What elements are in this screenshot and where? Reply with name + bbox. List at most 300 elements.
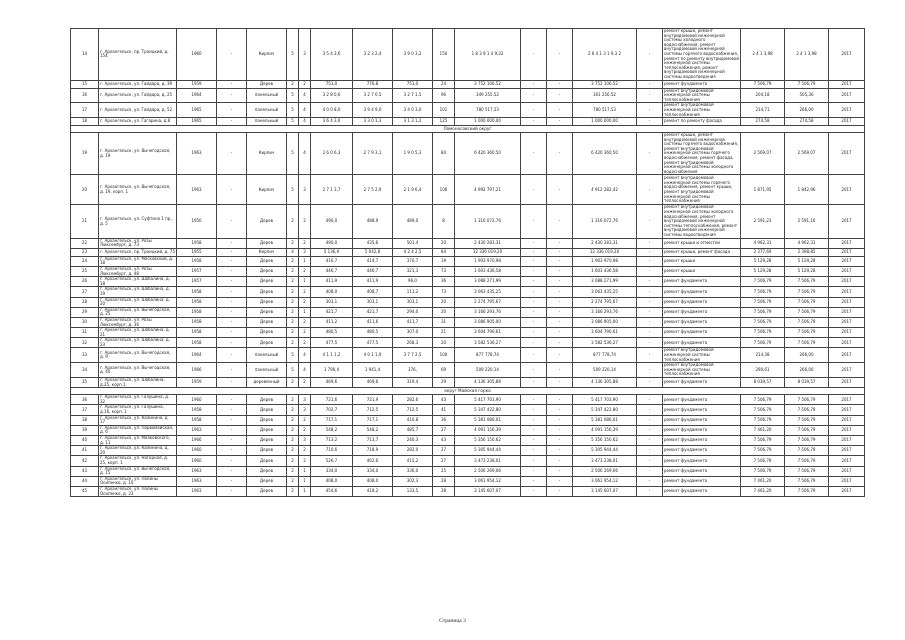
cell-c2: - bbox=[547, 446, 573, 456]
cell-s3: 751,0 bbox=[393, 80, 433, 88]
cell-c3: - bbox=[637, 476, 663, 486]
cell-wall: Дерев bbox=[247, 205, 287, 238]
cell-yr: 2017 bbox=[829, 466, 865, 476]
cell-year: 1963 bbox=[177, 476, 217, 486]
cell-u2: 7 506,79 bbox=[785, 476, 829, 486]
cell-c3: - bbox=[637, 118, 663, 126]
section-row-1 bbox=[71, 126, 865, 133]
cell-wall: Дерев bbox=[247, 466, 287, 476]
cell-u2: 4 962,31 bbox=[785, 238, 829, 248]
cell-c3: - bbox=[637, 317, 663, 327]
cell-addr: г. Архангельск, ул. Шабалина, д. 21 bbox=[99, 328, 177, 338]
cell-u2: 505,36 bbox=[785, 88, 829, 103]
cell-c3: - bbox=[637, 405, 663, 415]
cell-c3: - bbox=[637, 256, 663, 266]
cell-cost: 3 604 790,61 bbox=[455, 328, 521, 338]
cell-fl: 5 bbox=[287, 175, 299, 205]
cell-u1: 7 506,79 bbox=[741, 307, 785, 317]
cell-ent: 1 bbox=[299, 307, 311, 317]
cell-fl: 2 bbox=[287, 435, 299, 445]
cell-res: 27 bbox=[433, 425, 455, 435]
section-title: округ Майская горка bbox=[71, 388, 865, 395]
cell-year: 1958 bbox=[177, 297, 217, 307]
cell-num: 19 bbox=[71, 133, 99, 175]
cell-works: ремонт фундамента bbox=[663, 446, 741, 456]
cell-num: 23 bbox=[71, 248, 99, 256]
cell-mat: - bbox=[217, 118, 247, 126]
cell-yr: 2017 bbox=[829, 238, 865, 248]
cell-yr: 2017 bbox=[829, 348, 865, 363]
cell-mat: - bbox=[217, 395, 247, 405]
cell-yr: 2017 bbox=[829, 103, 865, 118]
cell-res: 21 bbox=[433, 328, 455, 338]
cell-s3: 307,0 bbox=[393, 328, 433, 338]
rows-group-c bbox=[71, 395, 865, 497]
cell-year: 1958 bbox=[177, 287, 217, 297]
cell-res: 20 bbox=[433, 297, 455, 307]
cell-mat: - bbox=[217, 297, 247, 307]
cell-res: 8 bbox=[433, 205, 455, 238]
table-row bbox=[71, 328, 865, 338]
table-row bbox=[71, 277, 865, 287]
cell-mat: - bbox=[217, 425, 247, 435]
cell-s2: 411,6 bbox=[353, 317, 393, 327]
cell-fl: 5 bbox=[287, 348, 299, 363]
cell-s2: 2 7 5 2,9 bbox=[353, 175, 393, 205]
cell-c1: - bbox=[521, 297, 547, 307]
cell-cost: 12 336 019,20 bbox=[455, 248, 521, 256]
cell-year: 1964 bbox=[177, 88, 217, 103]
cell-s2: 411,9 bbox=[353, 277, 393, 287]
cell-num: 25 bbox=[71, 266, 99, 276]
cell-u2: 7 506,79 bbox=[785, 446, 829, 456]
table-row bbox=[71, 256, 865, 266]
cell-total: 1 316 072,76 bbox=[573, 205, 637, 238]
cell-num: 42 bbox=[71, 456, 99, 466]
cell-s3: 111,2 bbox=[393, 287, 433, 297]
cell-works: ремонт крыши, ремонт внутридомовой инженерной системы холодного водоснабжения, ремонт внутридомовой инженерной системы горячего водоснабжения, ремонт по ремонту внутридомовой инженерной системы теплоснабжения, ремонт внутридомовой инженерной системы водоотведения bbox=[664, 28, 739, 79]
cell-yr: 2017 bbox=[829, 363, 865, 378]
cell-s1: 2 6 0 6,3 bbox=[311, 133, 353, 175]
cell-addr: г. Архангельск, ул. Полины Осипенко, д. 10 bbox=[99, 476, 177, 486]
cell-s2: 3 2 7 0,5 bbox=[353, 88, 393, 103]
cell-mat: - bbox=[217, 466, 247, 476]
cell-s1: 446,7 bbox=[311, 266, 353, 276]
cell-total: 1 903 970,98 bbox=[573, 256, 637, 266]
cell-c1: - bbox=[521, 29, 547, 81]
cell-cost: 1 603 436,58 bbox=[455, 266, 521, 276]
cell-total: 2 6 4 1 3 1 9,3 2 bbox=[573, 29, 637, 81]
cell-u2: 7 506,79 bbox=[785, 425, 829, 435]
cell-u1: 7 506,79 bbox=[741, 317, 785, 327]
cell-mat: - bbox=[217, 29, 247, 81]
cell-num: 14 bbox=[71, 29, 99, 81]
cell-addr: г. Архангельск, пр. Троицкий, д. 154 bbox=[99, 29, 177, 81]
cell-ent: 4 bbox=[299, 118, 311, 126]
cell-fl: 2 bbox=[287, 476, 299, 486]
cell-s3: 133,5 bbox=[393, 486, 433, 496]
cell-c1: - bbox=[521, 476, 547, 486]
cell-s3: 3 9 0 3,2 bbox=[393, 29, 433, 81]
cell-mat: - bbox=[217, 363, 247, 378]
cell-s3: 3 7 7 2,5 bbox=[393, 348, 433, 363]
cell-year: 1958 bbox=[177, 317, 217, 327]
cell-c1: - bbox=[521, 266, 547, 276]
cell-u1: 7 506,79 bbox=[741, 338, 785, 348]
cell-s3: 3 1 3 1,2 bbox=[393, 118, 433, 126]
cell-year: 1957 bbox=[177, 266, 217, 276]
rows-group-a bbox=[71, 29, 865, 126]
cell-addr: г. Архангельск, ул. Галушина, д. 32 bbox=[99, 395, 177, 405]
cell-c1: - bbox=[521, 118, 547, 126]
cell-num: 20 bbox=[71, 175, 99, 205]
cell-u1: 5 129,28 bbox=[741, 266, 785, 276]
cell-total: 2 274 795,67 bbox=[573, 297, 637, 307]
cell-num: 39 bbox=[71, 425, 99, 435]
table-row bbox=[71, 103, 865, 118]
cell-mat: - bbox=[217, 317, 247, 327]
cell-s1: 3 5 4 3,6 bbox=[311, 29, 353, 81]
cell-mat: - bbox=[217, 277, 247, 287]
cell-c2: - bbox=[547, 256, 573, 266]
cell-fl: 2 bbox=[287, 425, 299, 435]
table-row bbox=[71, 175, 865, 205]
cell-c2: - bbox=[547, 103, 573, 118]
cell-mat: - bbox=[217, 476, 247, 486]
cell-res: 73 bbox=[433, 266, 455, 276]
cell-s2: 446,7 bbox=[353, 266, 393, 276]
cell-res: 24 bbox=[433, 80, 455, 88]
cell-wall: Дерев bbox=[247, 476, 287, 486]
cell-c2: - bbox=[547, 435, 573, 445]
cell-res: 27 bbox=[433, 446, 455, 456]
cell-u2: 7 506,79 bbox=[785, 415, 829, 425]
cell-addr: г. Архангельск, ул. Вычегодская, д. 40 bbox=[99, 363, 177, 378]
cell-mat: - bbox=[217, 205, 247, 238]
cell-addr: г. Архангельск, ул. Шабалина, д. 18 bbox=[99, 277, 177, 287]
cell-u2: 2 398,85 bbox=[785, 248, 829, 256]
cell-year: 1950 bbox=[177, 205, 217, 238]
cell-wall: Кирпич bbox=[247, 29, 287, 81]
cell-s3: 321,3 bbox=[393, 266, 433, 276]
cell-c2: - bbox=[547, 378, 573, 388]
cell-fl: 5 bbox=[287, 363, 299, 378]
cell-c2: - bbox=[547, 317, 573, 327]
cell-mat: - bbox=[217, 256, 247, 266]
cell-res: 100 bbox=[433, 348, 455, 363]
cell-ent: 4 bbox=[299, 103, 311, 118]
cell-ent: 2 bbox=[299, 266, 311, 276]
cell-s2: 776,8 bbox=[353, 80, 393, 88]
cell-c3: - bbox=[637, 435, 663, 445]
cell-cost: 2 274 795,67 bbox=[455, 297, 521, 307]
cell-total: 2 430 283,31 bbox=[573, 238, 637, 248]
cell-cost: 877 778,74 bbox=[455, 348, 521, 363]
cell-u1: 214,71 bbox=[741, 103, 785, 118]
cell-c3: - bbox=[637, 307, 663, 317]
cell-s3: 2 1 9 6,4 bbox=[393, 175, 433, 205]
cell-u1: 7 506,79 bbox=[741, 446, 785, 456]
cell-total: 877 778,74 bbox=[573, 348, 637, 363]
cell-res: 43 bbox=[433, 435, 455, 445]
cell-wall: Дерев bbox=[247, 486, 287, 496]
cell-fl: 2 bbox=[287, 297, 299, 307]
cell-yr: 2017 bbox=[829, 317, 865, 327]
cell-c2: - bbox=[547, 29, 573, 81]
cell-c3: - bbox=[637, 266, 663, 276]
cell-yr: 2017 bbox=[829, 415, 865, 425]
cell-wall: Дерев bbox=[247, 338, 287, 348]
cell-wall: Дерев bbox=[247, 238, 287, 248]
cell-year: 1958 bbox=[177, 328, 217, 338]
cell-s1: 4 1 1 1,2 bbox=[311, 348, 353, 363]
cell-cost: 3 145 607,07 bbox=[455, 486, 521, 496]
cell-ent: 3 bbox=[299, 405, 311, 415]
cell-u1: 7 506,79 bbox=[741, 277, 785, 287]
cell-yr: 2017 bbox=[829, 256, 865, 266]
cell-year: 1960 bbox=[177, 456, 217, 466]
cell-c3: - bbox=[637, 486, 663, 496]
cell-yr: 2017 bbox=[829, 287, 865, 297]
cell-wall: Дерев bbox=[247, 80, 287, 88]
cell-addr: г. Архангельск, ул. Шабалина, д.25, корп.1 bbox=[99, 378, 177, 388]
cell-num: 44 bbox=[71, 476, 99, 486]
cell-num: 32 bbox=[71, 338, 99, 348]
cell-s2: 477,5 bbox=[353, 338, 393, 348]
cell-c3: - bbox=[637, 338, 663, 348]
cell-s1: 751,0 bbox=[311, 80, 353, 88]
cell-total: 3 604 790,61 bbox=[573, 328, 637, 338]
cell-addr: г. Архангельск, ул. Нагорная, д. 25, корп. 1 bbox=[99, 456, 177, 466]
register-table-wrapper bbox=[70, 28, 852, 497]
cell-c3: - bbox=[637, 287, 663, 297]
cell-u1: 7 506,79 bbox=[741, 395, 785, 405]
cell-year: 1958 bbox=[177, 415, 217, 425]
cell-c1: - bbox=[521, 317, 547, 327]
cell-cost: 509 220,14 bbox=[455, 363, 521, 378]
cell-u1: 290,61 bbox=[741, 363, 785, 378]
cell-s2: 488,9 bbox=[353, 205, 393, 238]
cell-s1: 480,5 bbox=[311, 328, 353, 338]
cell-s2: 418,2 bbox=[353, 486, 393, 496]
cell-addr: г. Архангельск, ул. Маяковского, д. 11 bbox=[99, 435, 177, 445]
cell-u1: 7 506,79 bbox=[741, 456, 785, 466]
cell-mat: - bbox=[217, 486, 247, 496]
cell-c2: - bbox=[547, 238, 573, 248]
cell-year: 1963 bbox=[177, 466, 217, 476]
cell-fl: 2 bbox=[287, 415, 299, 425]
cell-c1: - bbox=[521, 307, 547, 317]
cell-cost: 2 506 269,06 bbox=[455, 466, 521, 476]
cell-num: 16 bbox=[71, 88, 99, 103]
cell-wall: Дерев bbox=[247, 446, 287, 456]
cell-s3: 302,3 bbox=[393, 476, 433, 486]
cell-ent: 1 bbox=[299, 476, 311, 486]
cell-c1: - bbox=[521, 378, 547, 388]
cell-yr: 2017 bbox=[829, 338, 865, 348]
cell-mat: - bbox=[217, 456, 247, 466]
cell-u1: 2 591,23 bbox=[741, 205, 785, 238]
cell-cost: 1 8 3 9 1 4 9,32 bbox=[455, 29, 521, 81]
cell-total: 3 063 435,25 bbox=[573, 287, 637, 297]
cell-s3: 303,1 bbox=[393, 297, 433, 307]
cell-res: 36 bbox=[433, 415, 455, 425]
cell-wall: Кирпич bbox=[247, 248, 287, 256]
cell-works: ремонт фундамента bbox=[663, 80, 741, 88]
cell-c1: - bbox=[521, 277, 547, 287]
cell-s1: 408,0 bbox=[311, 476, 353, 486]
cell-total: 1 000 000,00 bbox=[573, 118, 637, 126]
cell-wall: Дерев bbox=[247, 297, 287, 307]
cell-total: 4 912 282,42 bbox=[573, 175, 637, 205]
cell-works: ремонт фундамента bbox=[663, 277, 741, 287]
cell-wall: Дерев bbox=[247, 317, 287, 327]
cell-u1: 7 461,20 bbox=[741, 425, 785, 435]
cell-fl: 2 bbox=[287, 405, 299, 415]
cell-ent: 1 bbox=[299, 256, 311, 266]
cell-s3: 282,0 bbox=[393, 446, 433, 456]
cell-mat: - bbox=[217, 348, 247, 363]
cell-c1: - bbox=[521, 205, 547, 238]
cell-res: 28 bbox=[433, 476, 455, 486]
cell-cost: 3 166 293,76 bbox=[455, 307, 521, 317]
cell-mat: - bbox=[217, 175, 247, 205]
cell-u1: 7 506,79 bbox=[741, 297, 785, 307]
cell-c3: - bbox=[637, 466, 663, 476]
cell-c2: - bbox=[547, 348, 573, 363]
cell-c1: - bbox=[521, 466, 547, 476]
cell-s2: 1 941,4 bbox=[353, 363, 393, 378]
cell-c1: - bbox=[521, 363, 547, 378]
cell-fl: 2 bbox=[287, 456, 299, 466]
cell-u2: 2 4 1 3,98 bbox=[785, 29, 829, 81]
cell-ent: 4 bbox=[299, 88, 311, 103]
cell-cost: 780 517,53 bbox=[455, 103, 521, 118]
cell-res: 41 bbox=[433, 405, 455, 415]
table-row bbox=[71, 446, 865, 456]
cell-s2: 721,9 bbox=[353, 395, 393, 405]
table-row bbox=[71, 425, 865, 435]
cell-mat: - bbox=[217, 133, 247, 175]
cell-s2: 548,2 bbox=[353, 425, 393, 435]
cell-yr: 2017 bbox=[829, 328, 865, 338]
cell-addr: г. Архангельск, ул. Галушина, д.16, корп. 1 bbox=[99, 405, 177, 415]
cell-yr: 2017 bbox=[829, 277, 865, 287]
cell-s1: 477,5 bbox=[311, 338, 353, 348]
cell-cost: 5 305 944,44 bbox=[455, 446, 521, 456]
cell-c2: - bbox=[547, 248, 573, 256]
cell-u2: 7 506,79 bbox=[785, 277, 829, 287]
cell-year: 1966 bbox=[177, 363, 217, 378]
cell-res: 101 bbox=[433, 103, 455, 118]
cell-s1: 408,0 bbox=[311, 287, 353, 297]
cell-c1: - bbox=[521, 415, 547, 425]
cell-wall: Дерев bbox=[247, 256, 287, 266]
cell-s2: 414,7 bbox=[353, 256, 393, 266]
cell-cost: 3 088 271,99 bbox=[455, 277, 521, 287]
cell-ent: 2 bbox=[299, 338, 311, 348]
cell-works: ремонт крыши bbox=[663, 266, 741, 276]
cell-c2: - bbox=[547, 175, 573, 205]
cell-ent: 2 bbox=[299, 238, 311, 248]
cell-c1: - bbox=[521, 175, 547, 205]
cell-mat: - bbox=[217, 328, 247, 338]
cell-s3: 370,7 bbox=[393, 256, 433, 266]
cell-res: 27 bbox=[433, 456, 455, 466]
cell-u2: 266,00 bbox=[785, 103, 829, 118]
cell-s3: 268,3 bbox=[393, 338, 433, 348]
cell-fl: 2 bbox=[287, 80, 299, 88]
cell-u2: 7 506,79 bbox=[785, 307, 829, 317]
cell-c3: - bbox=[637, 80, 663, 88]
cell-works: ремонт фундамента bbox=[663, 297, 741, 307]
cell-num: 37 bbox=[71, 405, 99, 415]
cell-s3: 240,3 bbox=[393, 435, 433, 445]
cell-u2: 7 506,79 bbox=[785, 328, 829, 338]
cell-addr: г. Архангельск, ул. Розы Люксембург, д. 73 bbox=[99, 238, 177, 248]
cell-fl: 5 bbox=[287, 88, 299, 103]
cell-total: 2 506 269,06 bbox=[573, 466, 637, 476]
cell-works: ремонт внутридомовой инженерной системы теплоснабжения bbox=[663, 363, 741, 378]
cell-c1: - bbox=[521, 328, 547, 338]
cell-u2: 7 506,79 bbox=[785, 435, 829, 445]
cell-u2: 1 842,96 bbox=[785, 175, 829, 205]
cell-s3: 485,7 bbox=[393, 425, 433, 435]
cell-num: 43 bbox=[71, 466, 99, 476]
cell-addr: г. Архангельск, ул. Гайдара, д. 25 bbox=[99, 88, 177, 103]
cell-wall: панельный bbox=[247, 103, 287, 118]
cell-yr: 2017 bbox=[829, 266, 865, 276]
cell-u1: 7 506,79 bbox=[741, 466, 785, 476]
cell-c2: - bbox=[547, 205, 573, 238]
cell-fl: 5 bbox=[287, 103, 299, 118]
cell-u2: 7 506,79 bbox=[785, 317, 829, 327]
cell-total: 3 061 954,12 bbox=[573, 476, 637, 486]
cell-u2: 7 506,79 bbox=[785, 287, 829, 297]
cell-total: 509 220,14 bbox=[573, 363, 637, 378]
cell-yr: 2017 bbox=[829, 446, 865, 456]
cell-num: 41 bbox=[71, 446, 99, 456]
cell-c2: - bbox=[547, 456, 573, 466]
cell-c2: - bbox=[547, 395, 573, 405]
cell-ent: 4 bbox=[299, 348, 311, 363]
cell-addr: г. Архангельск, ул. Вычегодская, д. 9 bbox=[99, 348, 177, 363]
cell-c1: - bbox=[521, 435, 547, 445]
cell-cost: 3 061 954,12 bbox=[455, 476, 521, 486]
cell-c3: - bbox=[637, 238, 663, 248]
table-row bbox=[71, 405, 865, 415]
cell-ent: 2 bbox=[299, 425, 311, 435]
cell-res: 19 bbox=[433, 256, 455, 266]
cell-year: 1963 bbox=[177, 133, 217, 175]
cell-num: 34 bbox=[71, 363, 99, 378]
cell-year: 1955 bbox=[177, 248, 217, 256]
cell-ent: 3 bbox=[299, 29, 311, 81]
cell-ent: 3 bbox=[299, 435, 311, 445]
cell-yr: 2017 bbox=[829, 175, 865, 205]
cell-c3: - bbox=[637, 456, 663, 466]
cell-s2: 480,5 bbox=[353, 328, 393, 338]
cell-s3: 1 9 0 5,3 bbox=[393, 133, 433, 175]
cell-addr: г. Архангельск, ул. Первомайская, д. 6 bbox=[99, 425, 177, 435]
cell-s2: 408,0 bbox=[353, 476, 393, 486]
cell-total: 1 603 436,58 bbox=[573, 266, 637, 276]
cell-num: 21 bbox=[71, 205, 99, 238]
section-row-2 bbox=[71, 388, 865, 395]
cell-s1: 416,7 bbox=[311, 256, 353, 266]
cell-res: 69 bbox=[433, 363, 455, 378]
cell-res: 96 bbox=[433, 88, 455, 103]
